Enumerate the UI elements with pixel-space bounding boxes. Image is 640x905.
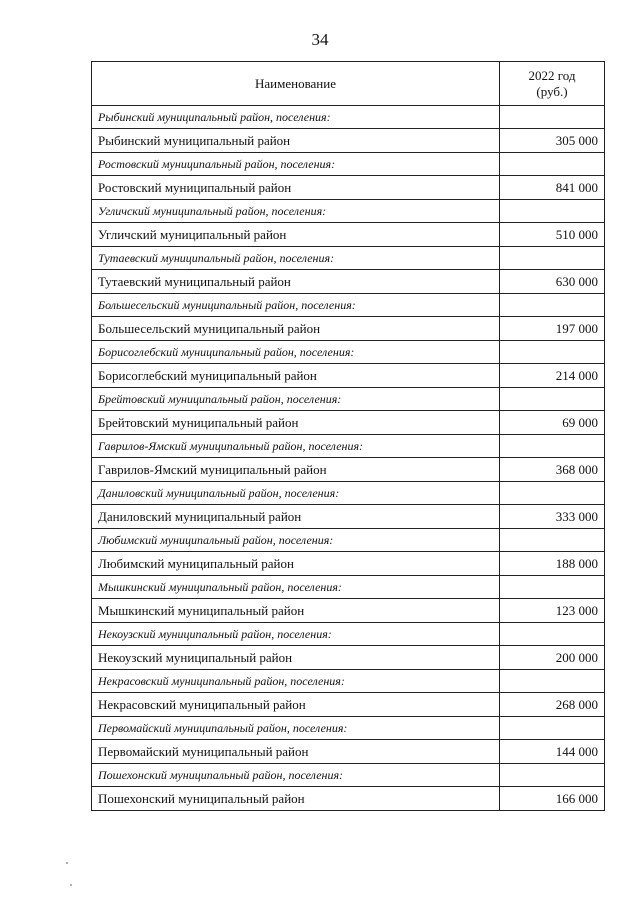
group-row <box>92 388 605 411</box>
group-value-empty <box>500 106 605 129</box>
group-row <box>92 576 605 599</box>
table-row <box>92 129 605 153</box>
group-label: Мышкинский муниципальный район, поселения: <box>92 576 500 599</box>
column-header-value <box>500 62 605 106</box>
group-value-empty <box>500 153 605 176</box>
column-header-year: 2022 год <box>528 67 576 83</box>
group-row <box>92 153 605 176</box>
district-name: Рыбинский муниципальный район <box>92 129 500 153</box>
group-label: Некоузский муниципальный район, поселения: <box>92 623 500 646</box>
table-row <box>92 505 605 529</box>
district-amount: 123 000 <box>500 599 605 623</box>
group-value-empty <box>500 341 605 364</box>
district-name: Тутаевский муниципальный район <box>92 270 500 294</box>
district-name: Большесельский муниципальный район <box>92 317 500 341</box>
table-row <box>92 740 605 764</box>
group-value-empty <box>500 576 605 599</box>
district-amount: 305 000 <box>500 129 605 153</box>
district-name: Гаврилов-Ямский муниципальный район <box>92 458 500 482</box>
table-row <box>92 364 605 388</box>
column-header-unit: (руб.) <box>536 83 568 99</box>
page-number: 34 <box>311 30 329 49</box>
district-name: Угличский муниципальный район <box>92 223 500 247</box>
group-row <box>92 529 605 552</box>
district-amount: 214 000 <box>500 364 605 388</box>
district-amount: 630 000 <box>500 270 605 294</box>
group-label: Любимский муниципальный район, поселения: <box>92 529 500 552</box>
group-row <box>92 764 605 787</box>
district-name: Борисоглебский муниципальный район <box>92 364 500 388</box>
district-name: Некоузский муниципальный район <box>92 646 500 670</box>
district-amount: 333 000 <box>500 505 605 529</box>
group-label: Брейтовский муниципальный район, поселения: <box>92 388 500 411</box>
district-amount: 841 000 <box>500 176 605 200</box>
district-amount: 268 000 <box>500 693 605 717</box>
group-value-empty <box>500 529 605 552</box>
group-row <box>92 717 605 740</box>
group-row <box>92 106 605 129</box>
group-row <box>92 670 605 693</box>
table-row <box>92 270 605 294</box>
group-label: Ростовский муниципальный район, поселения: <box>92 153 500 176</box>
group-value-empty <box>500 388 605 411</box>
scan-speck <box>70 884 72 886</box>
table-row <box>92 176 605 200</box>
group-value-empty <box>500 482 605 505</box>
district-amount: 188 000 <box>500 552 605 576</box>
group-label: Борисоглебский муниципальный район, поселения: <box>92 341 500 364</box>
table-row <box>92 787 605 811</box>
group-label: Первомайский муниципальный район, поселения: <box>92 717 500 740</box>
district-name: Пошехонский муниципальный район <box>92 787 500 811</box>
group-value-empty <box>500 670 605 693</box>
group-row <box>92 623 605 646</box>
district-name: Брейтовский муниципальный район <box>92 411 500 435</box>
group-row <box>92 294 605 317</box>
district-name: Даниловский муниципальный район <box>92 505 500 529</box>
group-value-empty <box>500 717 605 740</box>
district-amount: 510 000 <box>500 223 605 247</box>
district-amount: 368 000 <box>500 458 605 482</box>
group-row <box>92 247 605 270</box>
group-label: Некрасовский муниципальный район, поселения: <box>92 670 500 693</box>
group-label: Рыбинский муниципальный район, поселения: <box>92 106 500 129</box>
district-name: Ростовский муниципальный район <box>92 176 500 200</box>
district-amount: 166 000 <box>500 787 605 811</box>
table-body <box>92 106 605 811</box>
table-row <box>92 458 605 482</box>
district-amount: 69 000 <box>500 411 605 435</box>
district-amount: 200 000 <box>500 646 605 670</box>
district-name: Первомайский муниципальный район <box>92 740 500 764</box>
district-amount: 197 000 <box>500 317 605 341</box>
group-value-empty <box>500 435 605 458</box>
group-row <box>92 200 605 223</box>
column-header-name: Наименование <box>92 62 500 106</box>
table-row <box>92 552 605 576</box>
table-row <box>92 317 605 341</box>
table-header-row <box>92 62 605 106</box>
scan-speck <box>66 862 68 864</box>
table-row <box>92 223 605 247</box>
group-value-empty <box>500 623 605 646</box>
group-value-empty <box>500 764 605 787</box>
district-name: Любимский муниципальный район <box>92 552 500 576</box>
district-amount: 144 000 <box>500 740 605 764</box>
group-label: Пошехонский муниципальный район, поселения: <box>92 764 500 787</box>
table-row <box>92 599 605 623</box>
group-value-empty <box>500 247 605 270</box>
group-label: Тутаевский муниципальный район, поселения: <box>92 247 500 270</box>
district-name: Некрасовский муниципальный район <box>92 693 500 717</box>
group-row <box>92 482 605 505</box>
group-label: Гаврилов-Ямский муниципальный район, поселения: <box>92 435 500 458</box>
table-row <box>92 411 605 435</box>
budget-table <box>91 61 605 811</box>
group-label: Угличский муниципальный район, поселения: <box>92 200 500 223</box>
district-name: Мышкинский муниципальный район <box>92 599 500 623</box>
group-value-empty <box>500 200 605 223</box>
group-label: Большесельский муниципальный район, поселения: <box>92 294 500 317</box>
table-row <box>92 693 605 717</box>
group-row <box>92 341 605 364</box>
group-value-empty <box>500 294 605 317</box>
group-label: Даниловский муниципальный район, поселения: <box>92 482 500 505</box>
table-row <box>92 646 605 670</box>
group-row <box>92 435 605 458</box>
